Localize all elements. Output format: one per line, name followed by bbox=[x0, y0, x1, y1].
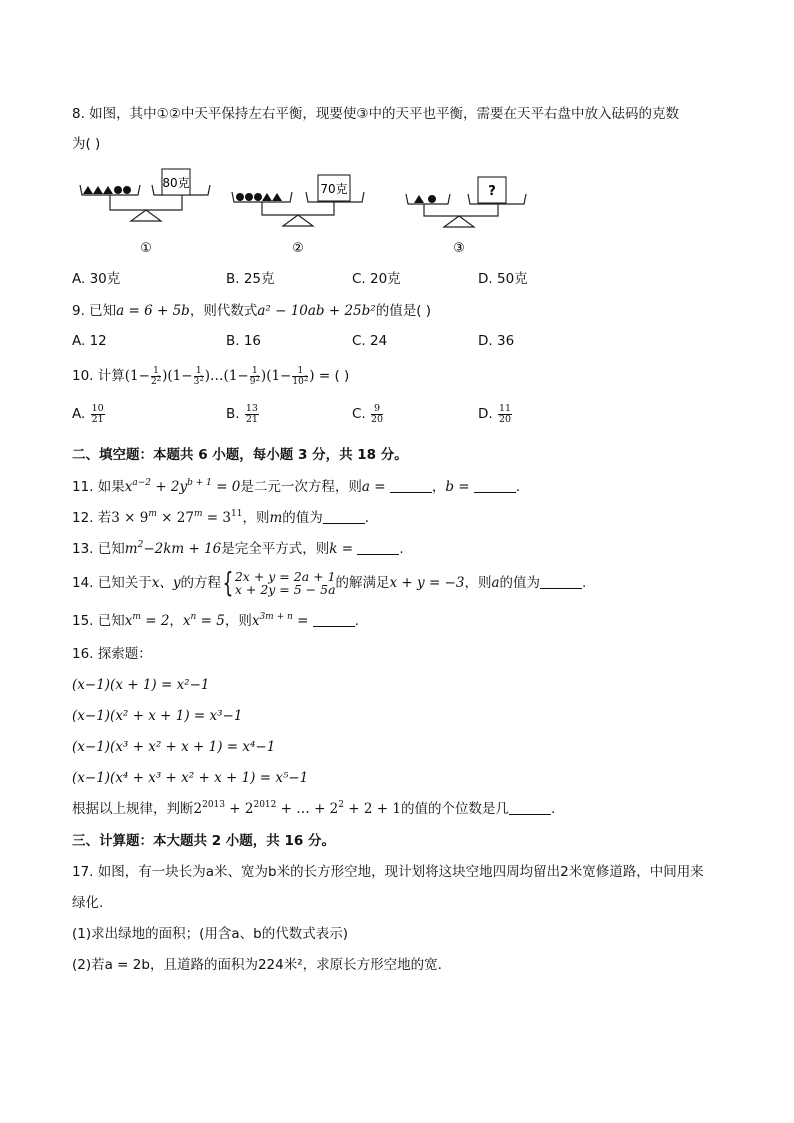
q11-equation: $x^{a-2} + 2y^{b + 1} = 0$ bbox=[124, 478, 241, 495]
q11-stem: 11. 如果$x^{a-2} + 2y^{b + 1} = 0$是二元一次方程，则a = ，b = . bbox=[72, 478, 521, 495]
scale3-left-pan-items bbox=[414, 195, 436, 203]
q10-option-d: D. $\frac{11}{20}$ bbox=[478, 402, 512, 425]
q8-option-c: C. 20克 bbox=[352, 271, 401, 287]
q14-answer-blank[interactable] bbox=[540, 575, 582, 589]
q16-row-1: (x−1)(x + 1) = x²−1 bbox=[72, 677, 210, 693]
q10-option-b: B. $\frac{13}{21}$ bbox=[226, 402, 258, 425]
q12-answer-blank[interactable] bbox=[323, 510, 365, 524]
q11-answer-b-blank[interactable] bbox=[474, 479, 516, 493]
q14-system: 2x + y = 2a + 1 x + 2y = 5 − 5a bbox=[234, 569, 336, 597]
q9-option-b: B. 16 bbox=[226, 333, 262, 349]
scale1-left-pan-items bbox=[83, 186, 131, 194]
q10-product: (1− $\frac{1}{2^2}$ )(1− $\frac{1}{3^2}$ )…(1− $\frac{1}{9^2}$ )(1− $\frac{1}{10^2}$ ) bbox=[124, 366, 315, 387]
section-3-heading: 三、计算题：本大题共 2 小题，共 16 分。 bbox=[72, 833, 335, 849]
q12-stem: 12. 若$3 \times 9^m \times 27^m = 3^{11}$，则m的值为 . bbox=[72, 509, 370, 526]
q8-option-d: D. 50克 bbox=[478, 271, 528, 287]
q13-stem: 13. 已知$m^2-2km + 16$是完全平方式，则k = . bbox=[72, 540, 404, 557]
q17-stem-line2: 绿化. bbox=[72, 895, 104, 911]
q17-part-1: (1)求出绿地的面积；(用含a、b的代数式表示) bbox=[72, 926, 348, 942]
q14-stem: 14. 已知关于x、y的方程{ 2x + y = 2a + 1 x + 2y = 5 − 5a 的解满足x + y = −3，则a的值为 . bbox=[72, 566, 587, 599]
scale2-weight-label: 70克 bbox=[320, 182, 348, 196]
q16-row-2: (x−1)(x² + x + 1) = x³−1 bbox=[72, 708, 243, 724]
q16-sum-expression: $2^{2013} + 2^{2012}$ + … + $2^2 + 2 + 1$ bbox=[193, 800, 401, 817]
scale1-weight-label: 80克 bbox=[162, 176, 190, 190]
q8-stem-line2: 为( ) bbox=[72, 136, 101, 152]
q16-answer-blank[interactable] bbox=[509, 801, 551, 815]
q15-answer-blank[interactable] bbox=[313, 613, 355, 627]
q9-stem: 9. 已知a = 6 + 5b，则代数式a² − 10ab + 25b²的值是( ) bbox=[72, 303, 432, 319]
q11-answer-a-blank[interactable] bbox=[390, 479, 432, 493]
scale1-label: ① bbox=[140, 241, 152, 256]
balance-scales-figure bbox=[0, 165, 794, 260]
q10-option-a: A. $\frac{10}{21}$ bbox=[72, 402, 104, 425]
scale3-weight-label: ? bbox=[488, 184, 496, 199]
q17-stem-line1: 17. 如图，有一块长为a米、宽为b米的长方形空地，现计划将这块空地四周均留出2米宽修道路，中间用来 bbox=[72, 864, 704, 880]
q15-given: $x^m = 2$，$x^n = 5$ bbox=[124, 612, 225, 629]
q8-option-b: B. 25克 bbox=[226, 271, 275, 287]
q14-system-brace: { bbox=[222, 566, 234, 599]
q16-row-3: (x−1)(x³ + x² + x + 1) = x⁴−1 bbox=[72, 739, 276, 755]
q13-expression: $m^2-2km + 16$ bbox=[124, 540, 222, 557]
balance-scale-3 bbox=[406, 194, 526, 227]
scale2-label: ② bbox=[292, 241, 304, 256]
q17-part-2: (2)若a = 2b，且道路的面积为224米²，求原长方形空地的宽. bbox=[72, 957, 442, 973]
q15-expression: $x^{3m + n}$ = bbox=[251, 612, 313, 629]
section-2-heading: 二、填空题：本题共 6 小题，每小题 3 分，共 18 分。 bbox=[72, 447, 408, 463]
q10-option-c: C. $\frac{9}{20}$ bbox=[352, 402, 384, 425]
q16-row-4: (x−1)(x⁴ + x³ + x² + x + 1) = x⁵−1 bbox=[72, 770, 309, 786]
scale2-left-pan-items bbox=[236, 193, 282, 201]
q10-stem: 10. 计算(1− $\frac{1}{2^2}$ )(1− $\frac{1}{3^2}$ )…(1− $\frac{1}{9^2}$ )(1− $\frac{1}{10^2}$ ) = ( ) bbox=[72, 366, 350, 387]
scale3-label: ③ bbox=[453, 241, 465, 256]
q9-given: a = 6 + 5b bbox=[116, 303, 190, 319]
q12-equation: $3 \times 9^m \times 27^m = 3^{11}$ bbox=[111, 509, 243, 526]
q8-option-a: A. 30克 bbox=[72, 271, 121, 287]
q9-expression: a² − 10ab + 25b² bbox=[257, 303, 376, 319]
q16-question: 根据以上规律，判断$2^{2013} + 2^{2012}$ + … + $2^2 + 2 + 1$的值的个位数是几 . bbox=[72, 800, 556, 817]
q9-option-c: C. 24 bbox=[352, 333, 388, 349]
q16-title: 16. 探索题： bbox=[72, 646, 152, 662]
q15-stem: 15. 已知$x^m = 2$，$x^n = 5$，则$x^{3m + n}$ = . bbox=[72, 612, 359, 629]
q13-answer-blank[interactable] bbox=[357, 541, 399, 555]
q9-option-d: D. 36 bbox=[478, 333, 515, 349]
q8-stem-line1: 8. 如图，其中①②中天平保持左右平衡，现要使③中的天平也平衡，需要在天平右盘中放入砝码的克数 bbox=[72, 106, 679, 122]
q9-option-a: A. 12 bbox=[72, 333, 107, 349]
